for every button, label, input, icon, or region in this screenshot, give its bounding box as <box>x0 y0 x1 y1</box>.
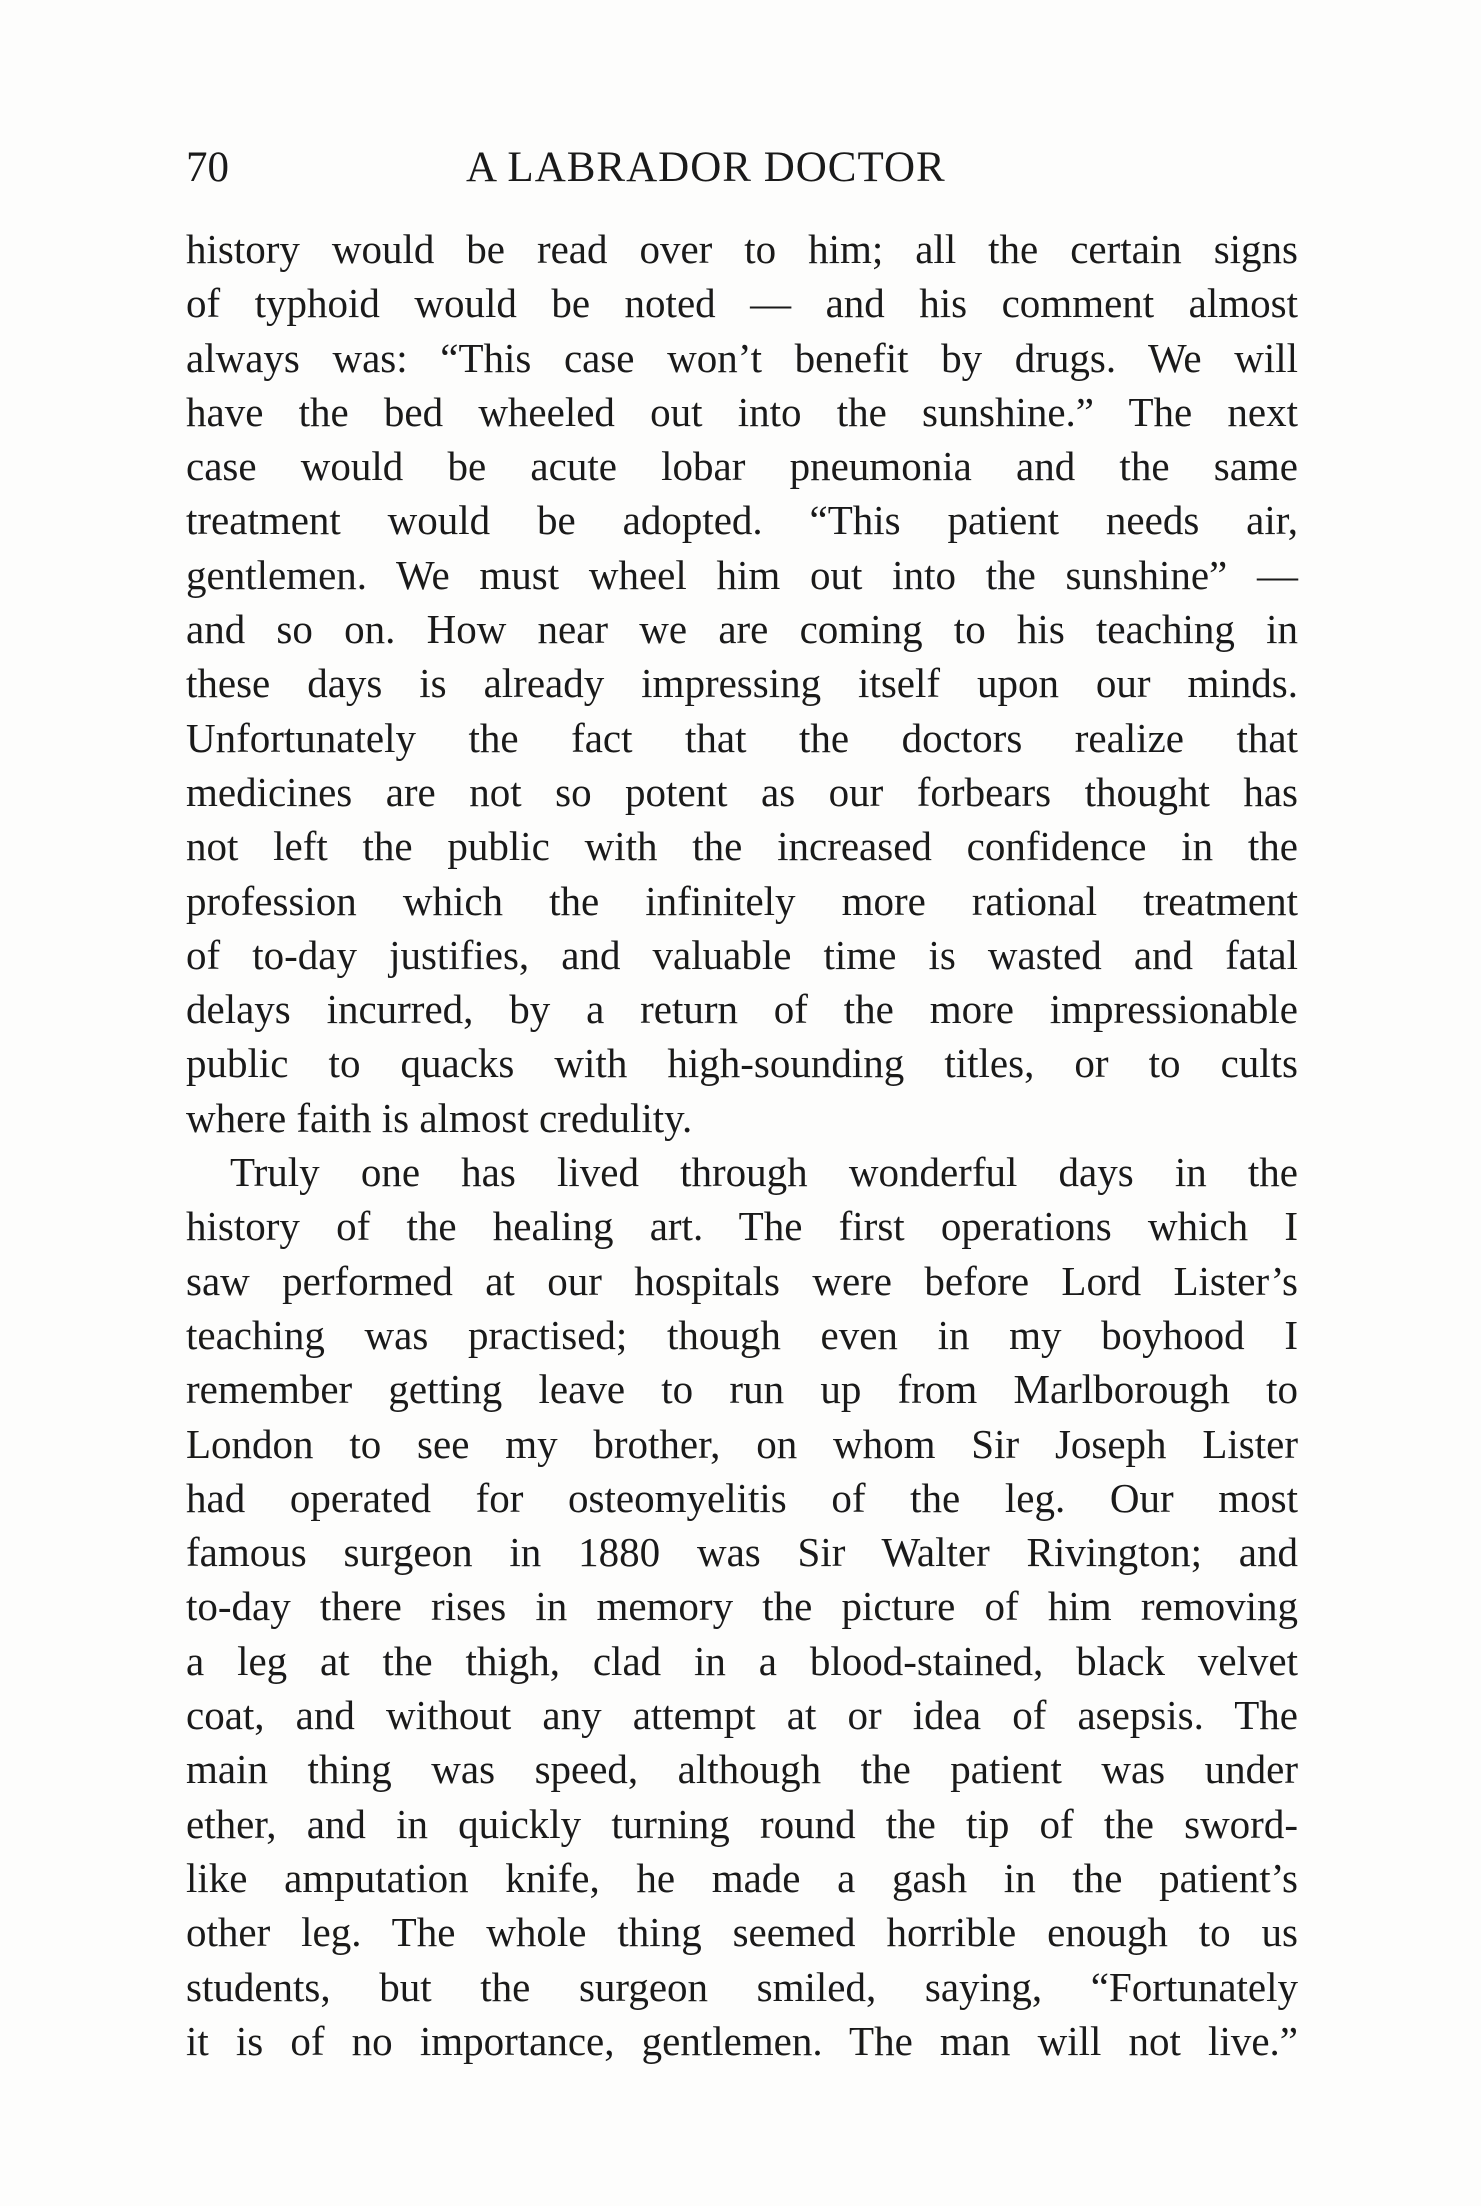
text-line: students, but the surgeon smiled, saying, “Fortunately <box>186 1963 1298 2010</box>
text-line: a leg at the thigh, clad in a blood-stained, black velvet <box>186 1637 1298 1684</box>
page-number: 70 <box>186 144 229 191</box>
text-line: remember getting leave to run up from Marlborough to <box>186 1366 1298 1413</box>
text-line: coat, and without any attempt at or idea of asepsis. The <box>186 1692 1298 1739</box>
text-line: where faith is almost credulity. <box>186 1094 693 1141</box>
text-line: and so on. How near we are coming to his teaching in <box>186 606 1298 653</box>
text-line: these days is already impressing itself upon our minds. <box>186 660 1298 707</box>
text-line: to-day there rises in memory the picture of him removing <box>186 1583 1298 1630</box>
text-line: saw performed at our hospitals were before Lord Lister’s <box>186 1257 1298 1304</box>
running-head: A LABRADOR DOCTOR <box>466 144 946 191</box>
text-line: delays incurred, by a return of the more impressionable <box>186 986 1298 1033</box>
text-line: not left the public with the increased confidence in the <box>186 823 1298 870</box>
text-line: ether, and in quickly turning round the tip of the sword- <box>186 1800 1298 1847</box>
text-line: London to see my brother, on whom Sir Joseph Lister <box>186 1420 1298 1467</box>
body-text <box>186 222 1298 2068</box>
text-line: other leg. The whole thing seemed horrible enough to us <box>186 1909 1298 1956</box>
text-line: history would be read over to him; all the certain signs <box>186 226 1298 272</box>
text-line: had operated for osteomyelitis of the leg. Our most <box>186 1474 1298 1521</box>
text-line: treatment would be adopted. “This patient needs air, <box>186 497 1298 544</box>
text-line: main thing was speed, although the patient was under <box>186 1746 1298 1793</box>
text-line: like amputation knife, he made a gash in the patient’s <box>186 1854 1298 1901</box>
text-line: teaching was practised; though even in my boyhood I <box>186 1311 1298 1358</box>
text-line: Truly one has lived through wonderful days in the <box>230 1149 1298 1196</box>
text-line: medicines are not so potent as our forbears thought has <box>186 768 1298 815</box>
text-line: have the bed wheeled out into the sunshine.” The next <box>186 388 1298 435</box>
text-line: Unfortunately the fact that the doctors realize that <box>186 714 1298 761</box>
text-line: case would be acute lobar pneumonia and the same <box>186 443 1298 490</box>
text-line: profession which the infinitely more rational treatment <box>186 877 1298 924</box>
paragraph-2 <box>186 1145 1298 2068</box>
text-line: of typhoid would be noted — and his comment almost <box>186 280 1298 327</box>
text-line: always was: “This case won’t benefit by drugs. We will <box>186 334 1298 381</box>
text-line: public to quacks with high-sounding titles, or to cults <box>186 1040 1298 1087</box>
text-line: history of the healing art. The first operations which I <box>186 1203 1298 1250</box>
text-line: famous surgeon in 1880 was Sir Walter Rivington; and <box>186 1529 1298 1576</box>
text-line: gentlemen. We must wheel him out into the sunshine” — <box>186 551 1298 598</box>
paragraph-1 <box>186 222 1298 1145</box>
text-line: of to-day justifies, and valuable time is wasted and fatal <box>186 931 1298 978</box>
page-header <box>186 140 1316 196</box>
text-line: it is of no importance, gentlemen. The man will not live.” <box>186 2017 1298 2064</box>
